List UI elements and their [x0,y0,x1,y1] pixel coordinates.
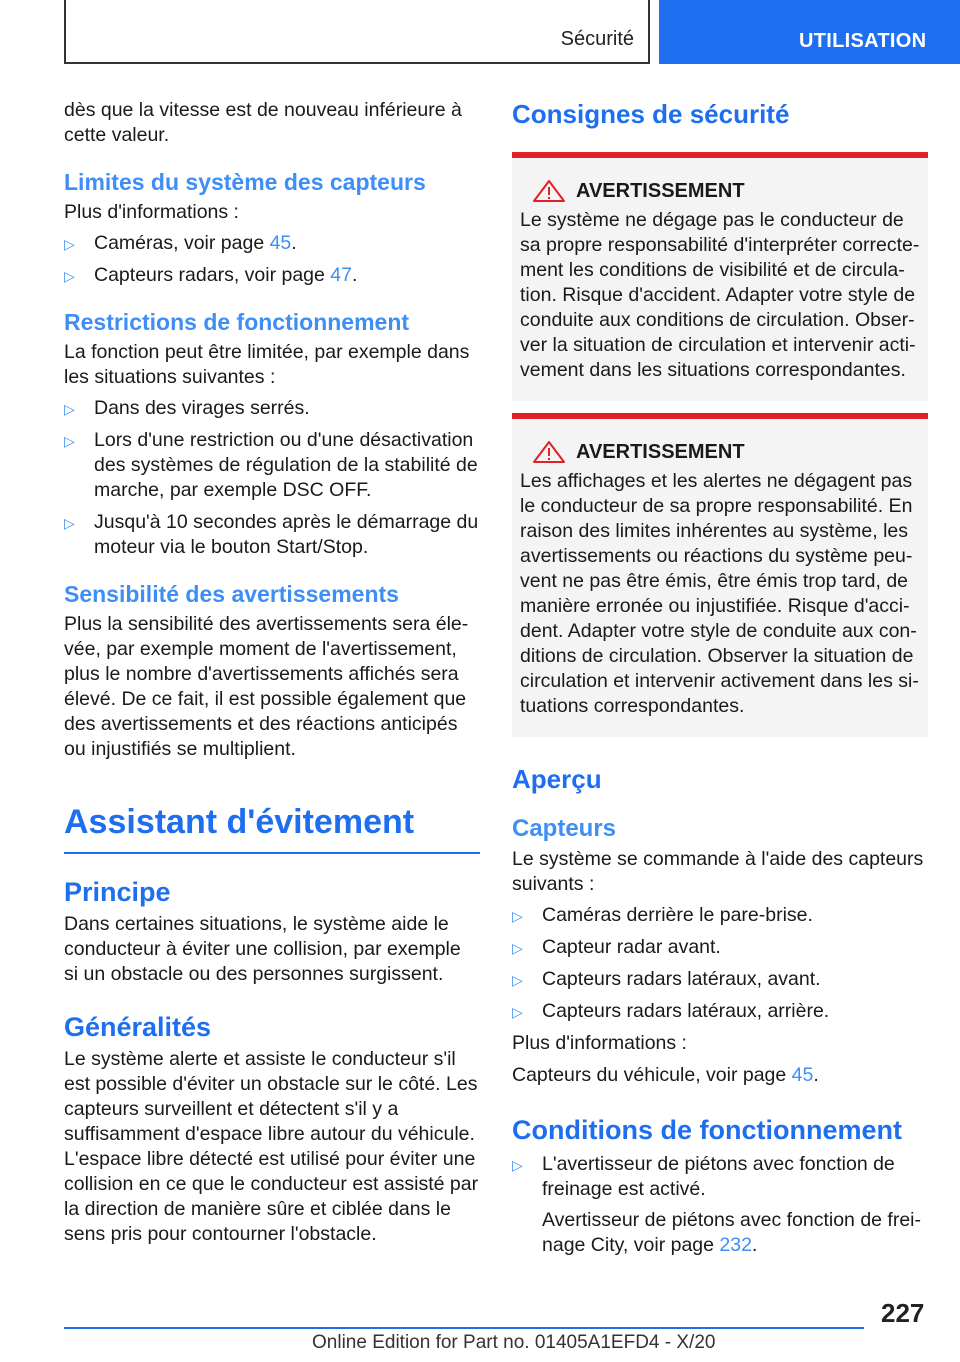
overview-heading: Aperçu [512,764,602,794]
warning-text: Les affichages et les alertes ne dégagent pas le conducteur de sa propre responsabilité. En raison des limites inhérentes au système, les avertissements ou réactions du système peuvent ne pas être émis, être émis trop tard, de manière erronée ou injustifiée. Risque d'accident. Adapter votre style de conduite aux conditions de circulation. Observer la situation de circulation et intervenir activement dans les situations correspondantes. [520,470,919,717]
list-item: ▷ L'avertisseur de piétons avec fonction de freinage est activé. Avertisseur de piétons avec fonction de freinage City, voir page 232. [512,1152,928,1258]
triangle-bullet-icon: ▷ [512,1004,523,1020]
list-item: ▷ Jusqu'à 10 secondes après le démarrage du moteur via le bouton Start/Stop. [64,511,479,558]
conditions-list [512,1152,928,1258]
principle-heading: Principe [64,877,171,907]
general-heading: Généralités [64,1012,212,1042]
warning-box [512,152,928,401]
principle-text: Dans certaines situations, le système aide le conducteur à éviter une collision, par exemple si un obstacle ou des personnes surgissent. [64,913,461,985]
warning-box [512,413,928,737]
restrictions-text: La fonction peut être limitée, par exemple dans les situations suivantes : [64,341,470,388]
triangle-bullet-icon: ▷ [64,515,75,531]
header-section-box [64,0,650,64]
sensors-more: Plus d'informations : [512,1032,687,1054]
footer-divider [64,1327,864,1329]
triangle-bullet-icon: ▷ [64,268,75,284]
header-chapter-label: UTILISATION [799,30,927,52]
triangle-bullet-icon: ▷ [512,908,523,924]
list-item: ▷ Capteur radar avant. [512,935,928,960]
triangle-bullet-icon: ▷ [512,940,523,956]
header-section-title: Sécurité [560,28,634,50]
warning-triangle-icon [530,179,568,203]
sensitivity-heading: Sensibilité des avertissements [64,581,399,607]
list-item: ▷ Caméras derrière le pare-brise. [512,903,928,928]
chapter-title: Assistant d'évitement [64,802,480,854]
page-link[interactable]: 45 [791,1064,814,1086]
general-text: Le système alerte et assiste le conducteur s'il est possible d'éviter un obstacle sur le côté. Les capteurs surveillent et détectent s'il y a suffisamment d'espace libre autour du véhicule. L'espace libre détecté est utilisé pour éviter une collision en ce que le conducteur est assisté par la direction de manière sûre et ciblée dans le sens pris pour contourner l'obstacle. [64,1048,479,1245]
limits-heading: Limites du système des capteurs [64,169,426,195]
intro-text: dès que la vitesse est de nouveau inférieure à cette valeur. [64,99,462,146]
limits-list [64,231,480,288]
right-column [512,98,928,1265]
sensitivity-text: Plus la sensibilité des avertissements sera élevée, par exemple moment de l'avertissement, plus le nombre d'avertissements affichés sera élevé. De ce fait, il est possible également que des avertissements et des réactions anticipés ou injustifiés se multiplient. [64,613,469,760]
list-item: ▷ Capteurs radars, voir page 47. [64,263,480,288]
warning-title: AVERTISSEMENT [576,441,745,463]
restrictions-heading: Restrictions de fonctionnement [64,309,410,335]
warning-triangle-icon [530,440,568,464]
list-item: ▷ Caméras, voir page 45. [64,231,480,256]
warning-title: AVERTISSEMENT [576,180,745,202]
safety-heading: Consignes de sécurité [512,99,790,129]
sensors-heading: Capteurs [512,815,617,842]
header-chapter-tab[interactable] [659,0,960,64]
footer-edition: Online Edition for Part no. 01405A1EFD4 - X/20 [312,1332,716,1353]
sensors-reference: Capteurs du véhicule, voir page 45. [512,1064,819,1086]
triangle-bullet-icon: ▷ [512,1157,523,1173]
page-link[interactable]: 232 [719,1234,752,1256]
list-item: ▷ Capteurs radars latéraux, avant. [512,967,928,992]
page-link[interactable]: 45 [269,232,292,254]
page-header [0,0,960,66]
triangle-bullet-icon: ▷ [64,236,75,252]
conditions-reference: Avertisseur de piétons avec fonction de freinage City, voir page 232. [542,1209,922,1256]
list-item: ▷ Lors d'une restriction ou d'une désactivation des systèmes de régulation de la stabilité de marche, par exemple DSC OFF. [64,429,478,501]
restrictions-list [64,396,480,560]
triangle-bullet-icon: ▷ [64,433,75,449]
limits-text: Plus d'informations : [64,201,239,223]
left-column [64,98,480,1247]
page-link[interactable]: 47 [330,264,352,286]
list-item: ▷ Capteurs radars latéraux, arrière. [512,999,928,1024]
sensors-list [512,903,928,1024]
list-item: ▷ Dans des virages serrés. [64,396,480,421]
warning-text: Le système ne dégage pas le conducteur de sa propre responsabilité d'interpréter correctement les conditions de visibilité et de circulation. Risque d'accident. Adapter votre style de conduite aux conditions de circulation. Observer la situation de circulation et intervenir activement dans les situations correspondantes. [520,209,920,381]
page-number: 227 [881,1298,925,1328]
triangle-bullet-icon: ▷ [512,972,523,988]
triangle-bullet-icon: ▷ [64,401,75,417]
sensors-text: Le système se commande à l'aide des capteurs suivants : [512,848,924,895]
conditions-heading: Conditions de fonctionnement [512,1115,902,1145]
